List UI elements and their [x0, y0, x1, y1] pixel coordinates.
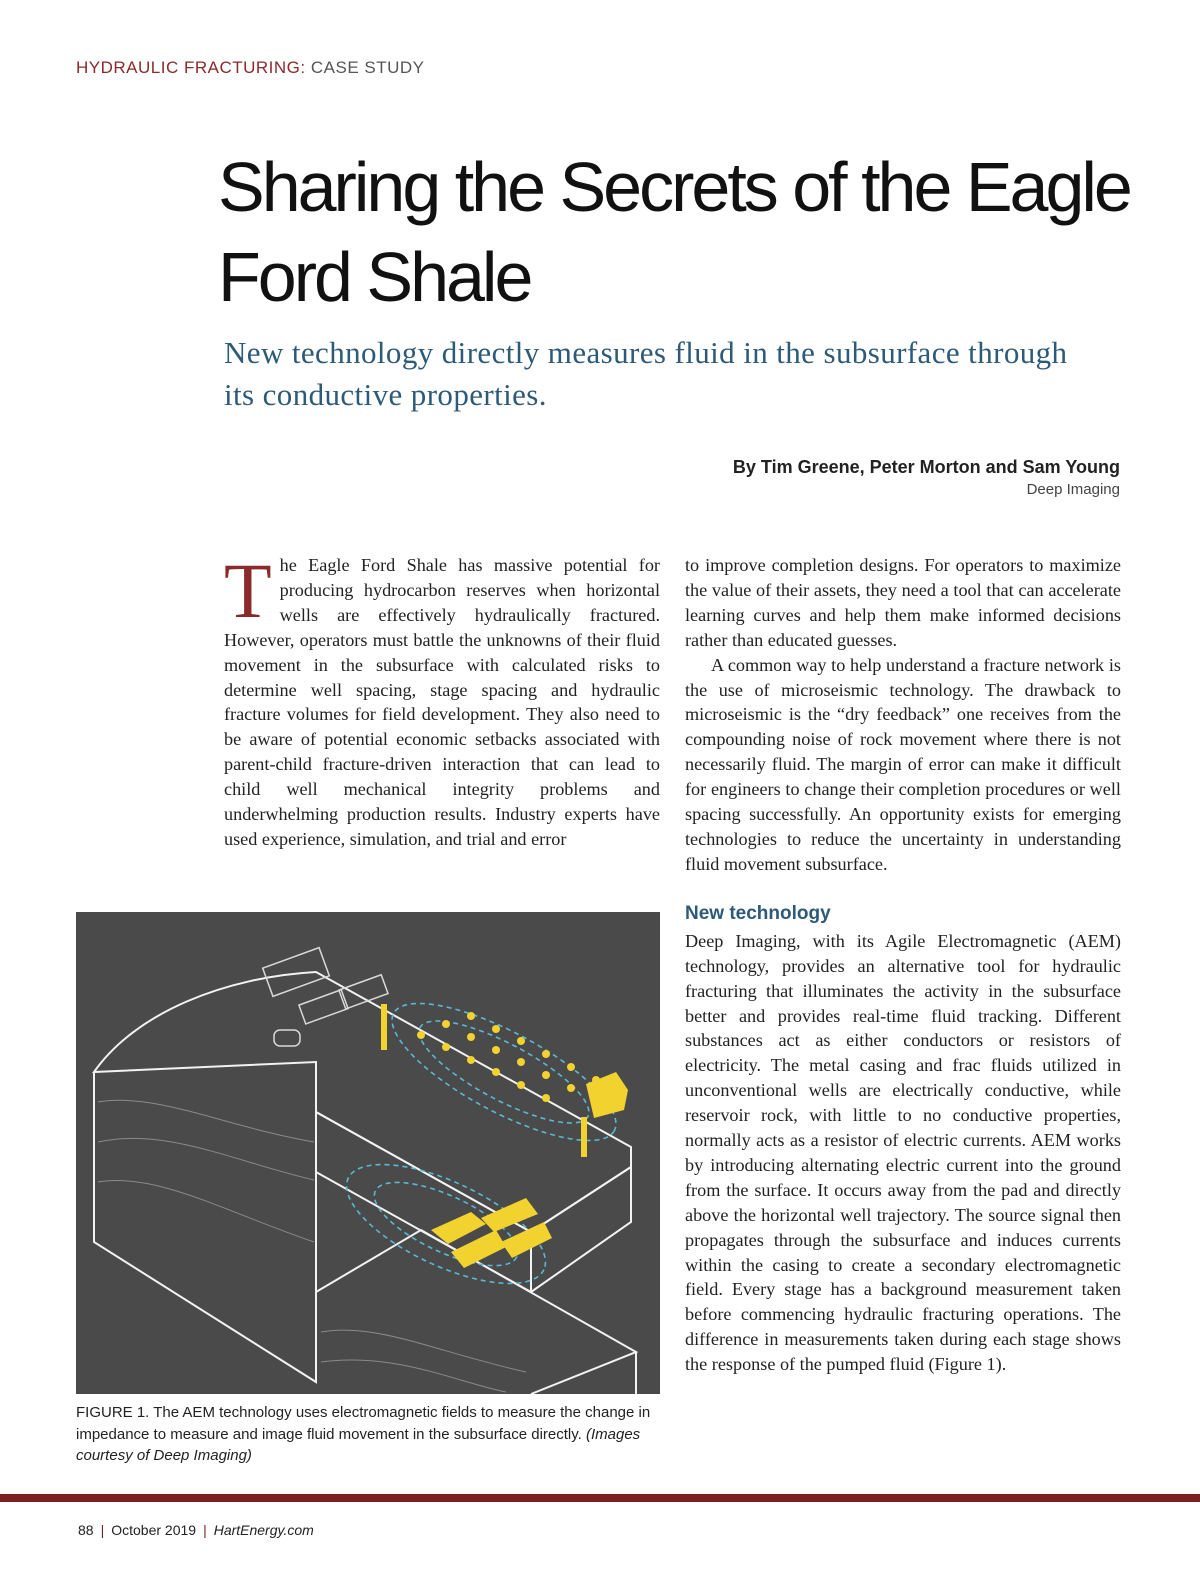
issue-date: October 2019 — [111, 1522, 197, 1538]
sensor-dot — [417, 1031, 425, 1039]
sensor-dot — [467, 1012, 475, 1020]
sensor-dot — [492, 1025, 500, 1033]
wellhead-post — [581, 1117, 587, 1157]
site-link[interactable]: HartEnergy.com — [213, 1522, 314, 1538]
sensor-dot — [517, 1081, 525, 1089]
sensor-dot — [542, 1071, 550, 1079]
strata-line — [321, 1330, 526, 1372]
em-field-upper-inner — [407, 1003, 601, 1142]
fluid-fracture — [481, 1198, 538, 1232]
wellhead-post — [381, 1004, 387, 1050]
footer-rule — [0, 1494, 1200, 1502]
sensor-dot — [467, 1033, 475, 1041]
pad-building-icon — [263, 948, 330, 997]
sensor-dot — [467, 1056, 475, 1064]
sensor-dot — [442, 1020, 450, 1028]
surface-block-left-face — [94, 1072, 316, 1382]
sensor-dot — [567, 1063, 575, 1071]
article-title: Sharing the Secrets of the Eagle Ford Shale — [218, 148, 1130, 316]
strata-line — [98, 1180, 314, 1242]
sensor-dot — [517, 1037, 525, 1045]
paragraph-3: Deep Imaging, with its Agile Electromagnetic (AEM) technology, provides an alternative tool for hydraulic fracturing that illuminates the activity in the subsurface better and provides real-time fluid tracking. Different substances act as either conductors or resistors of electricity. The metal casing and frac fluids utilized in unconventional wells are electrically conductive, while reservoir rock, with little to no conductive properties, normally acts as a resistor of electric currents. AEM works by introducing alternating electric current into the ground from the surface. It occurs away from the pad and directly above the horizontal well trajectory. The source signal then propagates through the subsurface and induces currents within the casing to create a secondary electromagnetic field. Every stage has a background measurement taken before commencing hydraulic fracturing operations. The difference in measurements taken during each stage shows the response of the pumped fluid (Figure 1). — [685, 930, 1121, 1375]
sensor-dot — [542, 1094, 550, 1102]
sensor-dot — [492, 1046, 500, 1054]
sensor-dot — [492, 1068, 500, 1076]
caption-text: FIGURE 1. The AEM technology uses electromagnetic fields to measure the change in impedance to measure and image fluid movement in the subsurface directly. — [76, 1404, 651, 1443]
paragraph-2: A common way to help understand a fracture network is the use of microseismic technology. The drawback to microseismic is the “dry feedback” one receives from the compounding noise of rock movement where there is not necessarily fluid. The margin of error can make it difficult for engineers to change their completion procedures or well spacing successfully. An opportunity exists for emerging technologies to reduce the uncertainty in understanding fluid movement subsurface. — [685, 654, 1121, 874]
strata-line — [98, 1100, 314, 1142]
byline-organization: Deep Imaging — [1026, 481, 1120, 498]
caption-credit: (Images courtesy of Deep Imaging) — [76, 1425, 641, 1464]
paragraph-1 — [224, 547, 660, 852]
article-column-right — [685, 553, 1121, 1377]
tank-icon — [274, 1030, 300, 1046]
page-footer — [78, 1522, 314, 1538]
paragraph-1-continued: to improve completion designs. For operators to maximize the value of their assets, they need a tool that can accelerate learning curves and help them make informed decisions rather than educated guesses. — [685, 555, 1121, 650]
kicker-type: CASE STUDY — [310, 58, 425, 77]
aem-diagram — [76, 912, 660, 1394]
drop-cap: T — [224, 547, 272, 634]
sensor-dot — [517, 1058, 525, 1066]
article-deck: New technology directly measures fluid in the subsurface through its conductive properties. — [224, 335, 1068, 412]
byline-authors: By Tim Greene, Peter Morton and Sam Young — [732, 457, 1120, 477]
figure-caption — [76, 1402, 660, 1467]
sensor-dot — [567, 1084, 575, 1092]
subheading-new-technology: New technology — [685, 902, 831, 924]
figure-aem-illustration — [76, 912, 660, 1394]
footer-separator: | — [203, 1522, 207, 1538]
article-column-left — [224, 547, 660, 852]
section-kicker — [76, 58, 425, 78]
strata-line — [321, 1360, 506, 1392]
sensor-dot — [442, 1043, 450, 1051]
page-number: 88 — [78, 1522, 94, 1538]
footer-separator: | — [100, 1522, 105, 1538]
em-field-upper — [375, 978, 633, 1166]
kicker-section: HYDRAULIC FRACTURING: — [76, 58, 306, 77]
strata-line — [98, 1138, 314, 1180]
byline — [733, 455, 1120, 501]
surface-block-top — [94, 972, 631, 1232]
paragraph-1-text: he Eagle Ford Shale has massive potential for producing hydrocarbon reserves when horizontal wells are effectively hydraulically fractured. However, operators must battle the unknowns of their fluid movement in the subsurface with calculated risks to determine well spacing, stage spacing and hydraulic fracture volumes for field development. They also need to be aware of potential economic setbacks associated with parent-child fracture-driven interaction that can lead to child well mechanical integrity problems and underwhelming production results. Industry experts have used experience, simulation, and trial and error — [224, 555, 660, 849]
sensor-dot — [542, 1050, 550, 1058]
